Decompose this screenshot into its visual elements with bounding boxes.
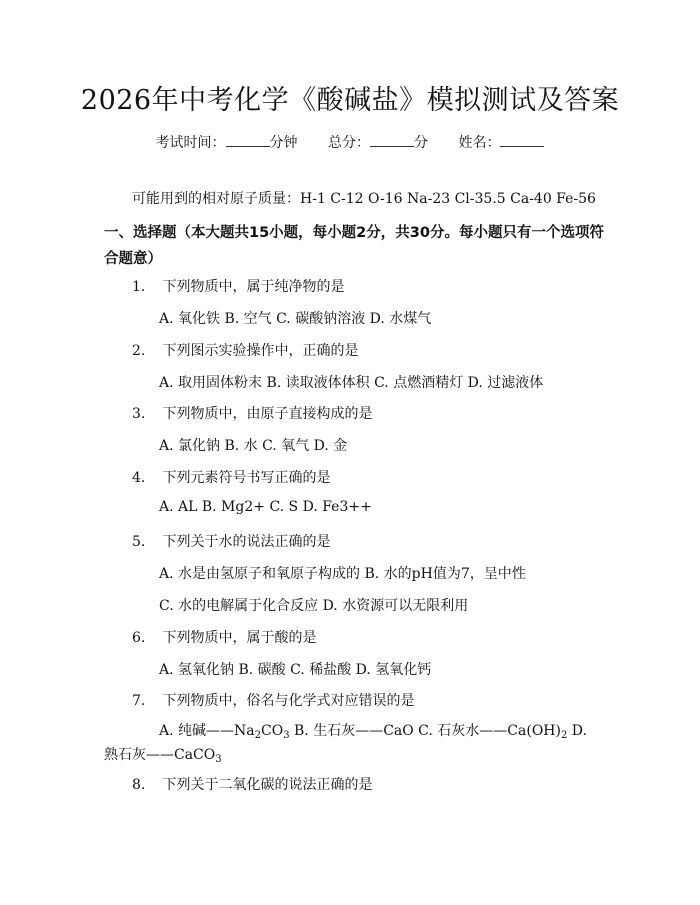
question-text: 下列图示实验操作中，正确的是	[162, 343, 359, 359]
question-number: 8.	[132, 777, 146, 793]
question-text: 下列物质中，由原子直接构成的是	[162, 406, 373, 422]
question-4-options: A. AL B. Mg2+ C. S D. Fe3++	[159, 499, 372, 515]
question-2-options: A. 取用固体粉末 B. 读取液体体积 C. 点燃酒精灯 D. 过滤液体	[159, 375, 544, 391]
question-3-options: A. 氯化钠 B. 水 C. 氧气 D. 金	[159, 438, 348, 454]
score-blank[interactable]	[370, 134, 414, 147]
question-number: 2.	[132, 343, 146, 359]
question-7	[132, 690, 414, 710]
option-a-text: A. 纯碱——Na	[159, 723, 255, 739]
time-blank[interactable]	[226, 134, 270, 147]
time-unit: 分钟	[269, 135, 298, 151]
question-5-options-line-1: A. 水是由氢原子和氧原子构成的 B. 水的pH值为7，呈中性	[159, 566, 526, 582]
subscript: 3	[215, 754, 222, 765]
name-blank[interactable]	[500, 134, 544, 147]
question-text: 下列关于二氧化碳的说法正确的是	[162, 777, 373, 793]
question-1-options: A. 氧化铁 B. 空气 C. 碳酸钠溶液 D. 水煤气	[159, 311, 432, 327]
question-6-options: A. 氢氧化钠 B. 碳酸 C. 稀盐酸 D. 氢氧化钙	[159, 662, 432, 678]
question-8	[132, 774, 372, 794]
score-unit: 分	[414, 135, 428, 151]
question-number: 1.	[132, 279, 146, 295]
score-field	[328, 135, 428, 151]
atomic-masses: 可能用到的相对原子质量：H-1 C-12 O-16 Na-23 Cl-35.5 Ca-40 Fe-56	[132, 191, 596, 207]
question-1	[132, 276, 344, 296]
question-text: 下列物质中，属于酸的是	[162, 630, 317, 646]
question-2	[132, 340, 358, 360]
option-b-c-text: B. 生石灰——CaO C. 石灰水——Ca(OH)	[289, 723, 561, 739]
question-3	[132, 403, 372, 423]
question-text: 下列物质中，俗名与化学式对应错误的是	[162, 693, 415, 709]
subscript: 2	[560, 730, 568, 741]
question-number: 5.	[132, 534, 146, 550]
question-number: 3.	[132, 406, 146, 422]
question-number: 6.	[132, 630, 146, 646]
question-5-options-line-2: C. 水的电解属于化合反应 D. 水资源可以无限利用	[159, 598, 469, 614]
question-text: 下列物质中，属于纯净物的是	[162, 279, 345, 295]
section-heading: 一、选择题（本大题共15小题，每小题2分，共30分。每小题只有一个选项符合题意）	[104, 225, 604, 267]
time-label: 考试时间：	[155, 135, 226, 151]
page-title: 2026年中考化学《酸碱盐》模拟测试及答案	[80, 85, 620, 116]
time-field	[156, 135, 298, 151]
name-label: 姓名：	[458, 135, 501, 151]
name-field	[458, 135, 544, 151]
question-text: 下列元素符号书写正确的是	[162, 470, 331, 486]
question-7-options	[104, 719, 594, 767]
subscript: 3	[283, 730, 290, 741]
score-label: 总分：	[328, 135, 370, 151]
option-a-formula: CO	[260, 723, 284, 739]
question-text: 下列关于水的说法正确的是	[162, 534, 331, 550]
question-4	[132, 467, 330, 487]
question-number: 4.	[132, 470, 146, 486]
question-number: 7.	[132, 693, 146, 709]
question-6	[132, 627, 316, 647]
question-5	[132, 531, 330, 551]
exam-meta	[0, 132, 700, 152]
option-d-text: D. 熟石灰——CaCO	[104, 723, 587, 763]
subscript: 2	[254, 730, 261, 741]
